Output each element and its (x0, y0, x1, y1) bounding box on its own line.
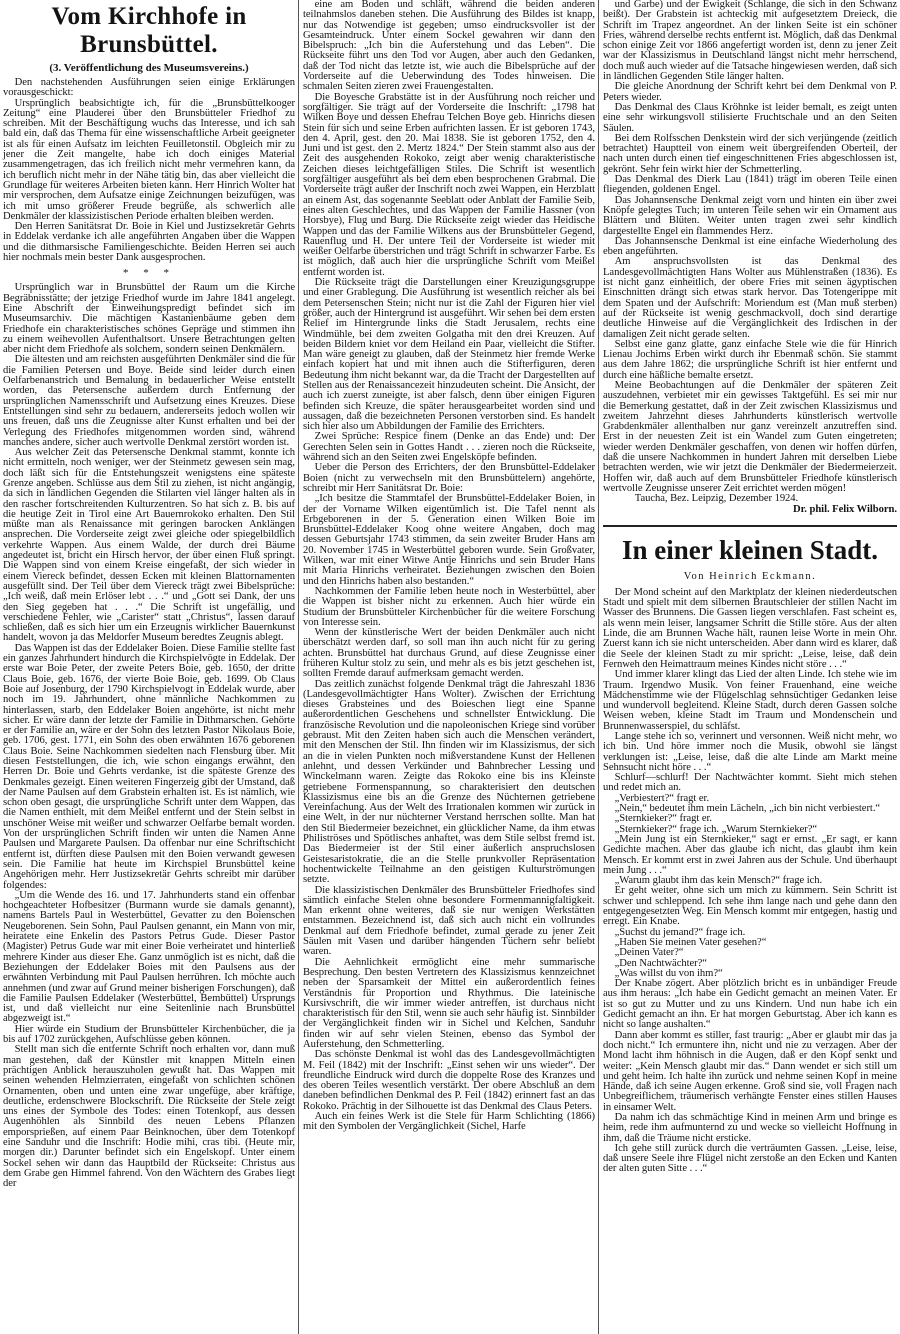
paragraph: Der Mond scheint auf den Marktplatz der kleinen niederdeutschen Stadt und spielt mit dem silbernen Brautschleier der stillen Nacht im Wasser des Brunnens. Die Gassen liegen verschlafen. Fast scheint es, als wenn mein leiser, langsamer Schritt die Stille störe. Aus der alten Linde, die am Brunnen Wache hält, raunen leise Worte in mein Ohr. Zuerst kann ich sie nicht unterscheiden. Aber dann wird es klarer, daß die Seele der kleinen Stadt zu mir spricht: „Leise, leise, daß dein Fernweh den Heimattraum meines Kindes nicht störe . . .“ (603, 586, 897, 670)
paragraph: Den Herren Sanitätsrat Dr. Boie in Kiel und Justizsekretär Gehrts in Eddelak verdanke ich alle angeführten Angaben über die Wappen und die dithmarsische Familiengeschichte. Beiden Herren sei auch hier nochmals mein bester Dank ausgesprochen. (3, 221, 295, 264)
paragraph: Die Boyesche Grabstätte ist in der Ausführung noch reicher und sorgfältiger. Sie trägt auf der Vorderseite die Inschrift: „1798 hat Wilken Boye und dessen Ehefrau Telchen Boye geb. Hinrichs diesen Stein für sich und seine Erben aufrichten lassen. Er ist geboren 1743, den 4. April, gest. den 20. Mai 1838. Sie ist geboren 1752, den 4. Juni und ist gest. den 2. Mertz 1824.“ Der Stein stammt also aus der Zeit des ausgehenden Rokoko, zeigt aber wenig charakteristische Zeichen dieses leichtgefälligen Stiles. Die Schrift ist wesentlich sorgfältiger ausgeführt als bei dem eben besprochenen Grabmal. Die Vorderseite trägt außer der Inschrift noch zwei Wappen, ein Herzblatt an einem Ast, das sogenannte Seeblatt oder Anblatt der Familie Seib, eines alten Geschlechtes, und das Wappen der Familie Hassner (von Horsbye), Flug und Burg. Die Rückseite zeigt wieder das Heidische Wappen und das der Familie Wilkens aus der Brunsbütteler Gegend, Rauenflug und H. Der untere Teil der Vorderseite ist wieder mit weißer Oelfarbe überstrichen und trägt Schrift in schwarzer Farbe. Es ist möglich, daß auch hier die ursprüngliche Schrift vom Meißel entfernt worden ist. (303, 91, 595, 278)
paragraph: Die klassizistischen Denkmäler des Brunsbütteler Friedhofes sind sämtlich einfache Stelen ohne besondere Formenmannigfaltigkeit. Man erkennt ohne weiteres, daß sie nur wenigen Werkstätten entstammen. Bezeichnend ist, daß sich auch nicht ein vollrundes Denkmal auf dem Friedhofe befindet, zumal gerade zu jener Zeit Säulen mit Vasen und darüber hängenden Tüchern sehr beliebt waren. (303, 884, 595, 958)
article-divider (603, 525, 897, 527)
paragraph: Zwei Sprüche: Respice finem (Denke an das Ende) und: Der Gerechten Selen sein in Gottes Handt . . . zieren noch die Rückseite, während sich an den Seiten zwei Engelsköpfe befinden. (303, 431, 595, 464)
paragraph: „Nein,“ bedeutet ihm mein Lächeln, „ich bin nicht verbiestert.“ (614, 803, 881, 815)
paragraph: Das Johannsensche Denkmal ist eine einfache Wiederholung des eben angeführten. (603, 235, 897, 258)
paragraph: Das zeitlich zunächst folgende Denkmal trägt die Jahreszahl 1836 (Landesgevollmächtigter Hans Wolter). Zwischen der Errichtung dieses Grabsteines und des Boieschen liegt eine Spanne außerordentlichen Geschehens und schnellster Entwicklung. Die französische Revolution und die napoleonischen Kriege sind vorüber gebraust. Mit den Zeiten haben sich auch die Menschen verändert, mit den Menschen der Stil. Ihn finden wir im Klassizismus, der sich an die in vielen Punkten noch mißverstandene Kunst der Hellenen anlehnt, und dessen Verkünder und Bahnbrecher Lessing und Winckelmann waren. Zeigte das Rokoko eine bis ins Kleinste getriebene Formenspannung, so charakterisiert den deutschen Klassizismus eine bis an die Grenze des Nüchternen getriebene Vereinfachung. Aus der Welt des Irrationalen kommen wir zurück in eine Welt, in der nur nüchterner Verstand herrschen sollte. Man hat den Stil Biedermeier bezeichnet, ein glücklicher Name, da ihm etwas Philiströses und Spötlisches anhaftet, was dem Stile selbst fremd ist. Das Biedermeier ist der Stil einer äußerlich anspruchslosen Geistesaristokratie, die an die Stelle prunkvoller Repräsentation hochentwickelte Teilnahme an den geistigen Kulturströmungen setzte. (303, 678, 595, 886)
article-body (3, 283, 295, 1189)
paragraph: Das schönste Denkmal ist wohl das des Landesgevollmächtigten M. Feil (1842) mit der Inschrift: „Einst sehen wir uns wieder“. Der freundliche Eindruck wird durch die doppelte Rose des Kranzes und des oberen Teiles wesentlich verstärkt. Der obere Abschluß an dem daneben befindlichen Denkmal des P. Feil (1842) erinnert fast an das Rokoko. Prächtig in der Silhouette ist das Denkmal des Claus Peters. (303, 1049, 595, 1112)
paragraph: und Garbe) und der Ewigkeit (Schlange, die sich in den Schwanz beißt). Der Grabstein ist achteckig mit aufgesetztem Dreieck, die Schrift im Trapez angeordnet. An der linken Seite ist ein schöner Fries, während derselbe rechts entfernt ist. Möglich, daß das Denkmal schon einige Zeit vor 1866 angefertigt worden ist, denn zu jener Zeit war der Klassizismus in Deutschland längst nicht mehr herrschend, doch muß auch wieder auf die Tatsache hingewiesen werden, daß sich in ländlichen Gegenden Stile länger halten. (603, 0, 897, 83)
paragraph: Und immer klarer klingt das Lied der alten Linde. Ich stehe wie im Traum. Irgendwo Musik. Von feiner Frauenhand, eine weiche Mädchenstimme wie der Flügelschlag sehnsüchtiger Gedanken leise und wundervoll begleitend. Kleine Stadt, durch deren Gassen solche Weisen weben, kleine Stadt im Traum und Mondenschein und Brunnenwasserspiel, du schläfst. (603, 669, 897, 732)
paragraph: Stellt man sich die entfernte Schrift noch erhalten vor, dann muß man gestehen, daß der Künstler mit knappen Mitteln einen prächtigen Anblick herauszuholen gewußt hat. Das Wappen mit seinen wehenden Helmzierraten, eingefaßt von schlichten schönen Ornamenten, oben und unten eine zwar ungefüge, aber kräftige, deutliche, erdenschwere Blockschrift. Die Rückseite der Stele zeigt uns eines der Symbole des Todes: einen Totenkopf, aus dessen Augenhöhlen als Sinnbild des neuen Lebens Pflanzen emporsprießen, auf einem Paar Beinknochen, über dem Totenkopf eine Sanduhr und die Inschrift: Hodie mihi, cras tibi. (Heute mir, morgen dir.) Darunter befindet sich ein Engelskopf. Unter einem Sockel sehen wir dann das Hauptbild der Rückseite: Christus aus dem Grabe gen Himmel fahrend. Von den Wächtern des Grabes liegt der (3, 1044, 295, 1190)
paragraph: „Haben Sie meinen Vater gesehen?“ (614, 936, 767, 948)
paragraph: „Ich besitze die Stammtafel der Brunsbüttel-Eddelaker Boien, in der der Vorname Wilken eigentümlich ist. Die Tafel nennt als Erbgeborenen in der 5. Generation einen Wilken Boie im Brunsbüttel-Eddelaker Koog ohne weitere Angaben, doch mag dessen Geburtsjahr 1743 stimmen, da sein zweiter Bruder Hans am 20. November 1745 in Westerbüttel geboren wurde. Sein Großvater, Wilken, war mit einer Witwe Antje Hinrichs und sein Bruder Hans mit Maria Hinrichs verheiratet. Beziehungen zwischen den Boien und den Hinrichs haben also bestanden.“ (303, 493, 595, 587)
column-rule (598, 0, 599, 1334)
column-3 (600, 0, 900, 1334)
article-subtitle: (3. Veröffentlichung des Museumsvereins.) (49, 62, 249, 74)
paragraph: Das Denkmal des Dierk Lau (1841) trägt im oberen Teile einen fliegenden, goldenen Engel. (603, 174, 897, 196)
paragraph: Ich gehe still zurück durch die verträumten Gassen. „Leise, leise, daß unsere Seele ihre Flügel nicht zerstoße an den Ecken und Kanten der alten guten Sitte . . .“ (603, 1142, 897, 1175)
paragraph: „Suchst du jemand?“ frage ich. (614, 926, 746, 938)
column-2 (300, 0, 598, 1334)
paragraph: Er geht weiter, ohne sich um mich zu kümmern. Sein Schritt ist schwer und schleppend. Ich sehe ihm lange nach und gehe dann den entgegengesetzten Weg. Ein Mensch kommt mir entgegen, hastig und erregt. Ein Knabe. (603, 885, 897, 928)
paragraph: Aus welcher Zeit das Petersensche Denkmal stammt, konnte ich nicht ermitteln, noch weniger, wer der Steinmetz gewesen sein mag, doch läßt sich für die Entstehungszeit wenigstens eine späteste Grenze angeben. Schlüsse aus dem Stil zu ziehen, ist nicht angängig, da sich in ländlichen Gegenden die Stilarten viel länger halten als in den rascher fortschreitenden Kulturzentren. So hat sich z. B. bis auf die heutige Zeit in Tirol eine Art Bauernrokoko erhalten. Den Stil müßte man als Renaissance mit geringen barocken Anklängen ansprechen. Die Vorderseite zeigt zwei gleiche oder spiegelbildlich verkehrte Wappen. Aus einem Walde, der durch drei Bäume angedeutet ist, bricht ein Hirsch hervor, der über einen Fluß springt. Die Wappen sind von einem Kreise eingefaßt, der sich wieder in einem Viereck befindet, dessen Ecken mit kleinen Blattornamenten ausgefüllt sind. Der Teil über dem Viereck trägt zwei Bibelsprüche: „Ich weiß, daß mein Erlöser lebt . . .“ und „Gott sei Dank, der uns den Sieg gegeben hat . . .“ Die Schrift ist ungefällig, und verschiedene Fehler, wie „Carister“ statt „Christus“, lassen darauf schließen, daß es sich hier um ein Erzeugnis wirklicher Bauernkunst handelt, wovon ja das Meldorfer Museum beredtes Zeugnis ablegt. (3, 447, 295, 644)
paragraph: „Was willst du von ihm?“ (614, 967, 723, 979)
paragraph: eine am Boden und schläft, während die beiden anderen teilnahmslos daneben stehen. Die Ausführung des Bildes ist knapp, nur das Notwendige ist gegeben; umso eindrucksvoller ist der Gesamteindruck. Unter einem Sockel gewahren wir dann den Bibelspruch: „Ich bin die Auferstehung und das Leben“. Die Rückseite führt uns den Tod vor Augen, aber auch den Gedanken, daß der Tod nicht das letzte ist, wie auch die Bibelsprüche auf der Vorderseite auf die Ueberwindung des Todes hinweisen. Die schmalen Seiten zieren zwei Frauengestalten. (303, 0, 595, 93)
paragraph: Den nachstehenden Ausführungen seien einige Erklärungen vorausgeschickt: (3, 77, 295, 99)
paragraph: Das Johannsensche Denkmal zeigt vorn und hinten ein über zwei Knöpfe gelegtes Tuch; im unteren Teile sehen wir ein Ornament aus Blättern und Blüten. Weiter unten tragen zwei sehr kindlich dargestellte Engel ein flammendes Herz. (603, 194, 897, 237)
paragraph: Die ältesten und am reichsten ausgeführten Denkmäler sind die für die Familien Petersen und Boye. Beide sind leider durch einen Oelfarbenanstrich und Bemalung in bedauerlicher Weise entstellt worden, das Petersensche außerdem durch Entfernung der ursprünglichen Namensschrift und Aufsetzung eines Kreuzes. Diese Entstellungen sind sehr zu bedauern, andererseits jedoch wollen wir uns freuen, daß uns die Zeugnisse alter Kunst erhalten und bei der Verlegung des Friedhofes mitgenommen worden sind, während manches andere, sicher auch wertvolle Denkmal zerstört worden ist. (3, 354, 295, 448)
paragraph: „Sternkieker?“ frage ich. „Warum Sternkieker?“ (614, 823, 818, 835)
paragraph: Das Wappen ist das der Eddelaker Boien. Diese Familie stellte fast ein ganzes Jahrhundert hindurch die Kirchspielvögte in Eddelak. Der erste war Boie Peter, der zweite Peters Boie, geb. 1650, der dritte Claus Boie, geb. 1676, der vierte Boie Boie, geb. 1699. Ob Claus Boie auf Josenburg, der 1790 Kirchspielvogt in Eddelak wurde, aber noch im 19. Jahrhundert, ohne männliche Nachkommen zu hinterlassen, starb, den Eddelaker Boien angehörte, ist nicht mehr sicher. Er wäre dann der letzte der Familie in Dithmarschen. Gehörte er der Familie an, wäre er der Sohn des letzten Pastor Nikolaus Boie, geb. 1706, gest. 1771, ein Sohn des oben erwähnten 1676 geborenen Claus Boie. Seine Nachkommen siedelten nach Flensburg über. Mit diesen Feststellungen, die ich, wie schon eingangs erwähnt, den Herren Dr. Boie und Gehrts verdanke, ist die späteste Grenze des Denkmales gezeigt. Einen weiteren Fingerzeig gibt der Umstand, daß der Name Paulsen auf dem Grabstein erhalten ist. Es ist nämlich, wie schon oben gesagt, die ursprüngliche Schrift unter dem Wappen, das die Namen enthielt, mit dem Meißel entfernt und der Stein selbst in unschöner Weise mit weißer und schwarzer Oelfarbe bemalt worden. Von der ursprünglichen Schrift finden wir unten die Namen Anne Paulsen und Margarete Paulsen. Da offenbar nur eine Schriftschicht entfernt ist, dürften diese Paulsen mit den Boien verwandt gewesen sein. Die Familie hat heute im Kirchspiel Brunsbüttel keine Angehörigen mehr. Herr Justizsekretär Gehrts schreibt mir darüber folgendes: (3, 642, 295, 891)
column-rule (298, 0, 299, 1334)
paragraph: Hier würde ein Studium der Brunsbütteler Kirchenbücher, die ja bis auf 1702 zurückgehen, Aufschlüsse geben können. (3, 1023, 295, 1046)
section-separator: * * * (123, 267, 175, 280)
paragraph: Bei dem Rolfsschen Denkstein wird der sich verjüngende (zeitlich betrachtet) Hauptteil von einem weit übergreifenden Oberteil, der nach unten durch einen tief eingeschnittenen Fries abgeschlossen ist, gekrönt. Sehr fein wirkt hier der Schmetterling. (603, 132, 897, 175)
author: Dr. phil. Felix Wilborn. (793, 503, 897, 515)
article-title: Vom Kirchhofe in Brunsbüttel. (51, 3, 247, 58)
paragraph: „Mein Jung ist ein Sternkieker,“ sagt er ernst. „Er sagt, er kann Gedichte machen. Aber das glaube ich nicht, das glaubt ihm kein Mensch. Er kommt erst in zwei Jahren aus der Schule. Und überhaupt mein Jung . . .“ (603, 833, 897, 876)
paragraph: Ursprünglich beabsichtigte ich, für die „Brunsbüttelkooger Zeitung“ eine Plauderei über den Brunsbütteler Friedhof zu schreiben. Mit der Beschäftigung wuchs das Interesse, und ich sah bald ein, daß das Thema für eine wissenschaftliche Arbeit geeigneter ist als für einen Aufsatz im leichten Feuilletonstil. Obgleich mir zu jener die Zeit mangelte, habe ich doch einiges Material zusammengetragen, das ich freilich nicht mehr vermehren kann, da ich beruflich nicht mehr in der Nähe tätig bin, das aber vielleicht die Grundlage für weiteres Arbeiten bieten kann. Herr Hinrich Wolter hat mir versprochen, dem Aufsatze einige Zeichnungen beizufügen, was ich mit umso größerer Freude begrüße, als schwerlich alle Denkmäler der klassizistischen Periode erhalten bleiben werden. (3, 97, 295, 222)
paragraph: Nachkommen der Familie leben heute noch in Westerbüttel, aber die Wappen ist bisher nicht zu erkennen. Auch hier würde ein Studium der Brunsbütteler Kirchenbücher für die weitere Forschung von Interesse sein. (303, 585, 595, 628)
paragraph: Die gleiche Anordnung der Schrift kehrt bei dem Denkmal von P. Peters wieder. (603, 81, 897, 103)
paragraph: Ursprünglich war in Brunsbüttel der Raum um die Kirche Begräbnisstätte; der jetzige Friedhof wurde im Jahre 1841 angelegt. Eine Abschrift der Einweihungspredigt befindet sich im Museumsarchiv. Die mächtigen Kastanienbäume geben dem Friedhofe ein charakteristisches schönes Gepräge und stimmen ihn zu einem weihevollen Aufenthaltsort. Unsere Betrachtungen gelten aber nicht dem Friedhofe als solchem, sondern seinen Denkmälern. (3, 282, 295, 356)
paragraph: „Verbiestert?“ fragt er. (614, 792, 710, 804)
article-body (603, 0, 897, 494)
paragraph: „Warum glaubt ihm das kein Mensch?“ frage ich. (614, 875, 823, 887)
paragraph: Schlurf—schlurf! Der Nachtwächter kommt. Sieht mich stehen und redet mich an. (603, 772, 897, 794)
paragraph: Das Denkmal des Claus Kröhnke ist leider bemalt, es zeigt unten eine sehr wirkungsvoll stilisierte Fruchtschale und an den Seiten Säulen. (603, 101, 897, 134)
paragraph: „Den Nachtwächter?“ (614, 957, 707, 969)
paragraph: Am anspruchsvollsten ist das Denkmal des Landesgevollmächtigten Hans Wolter aus Mühlenstraßen (1836). Es ist nicht ganz einheitlich, der obere Fries mit seinen ägyptischen Einschnitten drängt sich etwas stark hervor. Das Totengerippe mit dem Spaten und der Aufschrift: Moriendum est (Man muß sterben) auf der Rückseite ist wenig geschmackvoll, doch sind derartige deutliche Hinweise auf die Vergänglichkeit des Irdischen in der damaligen Zeit nicht gerade selten. (603, 256, 897, 340)
paragraph: Selbst eine ganz glatte, ganz einfache Stele wie die für Hinrich Lienau Jochims Erben wirkt durch ihr Ebenmaß schön. Sie stammt aus dem Jahre 1862; die ursprüngliche Schrift ist hier entfernt und durch eine häßliche bemalte ersetzt. (603, 338, 897, 381)
paragraph: Auch ein feines Werk ist die Stele für Harm Schlichting (1866) mit den Symbolen der Vergänglichkeit (Sichel, Harfe (303, 1111, 595, 1133)
paragraph: „Deinen Vater?“ (614, 947, 684, 959)
paragraph: Dann aber kommt es stiller, fast traurig: „Aber er glaubt mir das ja doch nicht.“ Ich ermuntere ihn, nicht und nie zu verzagen. Aber der Mond lacht ihm höhnisch in die Augen, daß er den Kopf senkt und weiter: „Kein Mensch glaubt mir das.“ Dann wendet er sich still um und geht heim. Ich halte ihn zurück und nehme seinen Kopf in meine Hände, daß ich seine Augen erkenne. Groß sind sie, voll Fragen nach Unbegreiflichem, träumerisch verhängte Fenster eines stillen Hauses in einsamer Welt. (603, 1029, 897, 1113)
paragraph: Da nahm ich das schmächtige Kind in meinen Arm und bringe es heim, rede ihm aufmunternd zu und wecke so vielleicht Hoffnung in ihm, daß die Träume nicht ersticke. (603, 1111, 897, 1144)
article-byline: Von Heinrich Eckmann. (683, 570, 817, 582)
column-1 (0, 0, 298, 1334)
paragraph: Lange stehe ich so, verinnert und versonnen. Weiß nicht mehr, wo ich bin. Und höre immer noch die Musik, obwohl sie längst verklungen ist: „Leise, leise, daß die alte Linde am Markt meine Sehnsucht nicht höre . . .“ (603, 731, 897, 773)
paragraph: Der Knabe zögert. Aber plötzlich bricht es in unbändiger Freude aus ihm heraus: „Ich habe ein Gedicht gemacht an meinen Vater. Er ist so gut zu Mutter und zu uns Kindern. Und nun habe ich ein Gedicht gemacht an ihn. Er hat morgen Geburtstag. Aber ich kann es nicht so lange aushalten.“ (603, 978, 897, 1031)
article-title: In einer kleinen Stadt. (621, 534, 879, 565)
paragraph: Wenn der künstlerische Wert der beiden Denkmäler auch nicht überschätzt werden darf, so soll man ihn auch nicht für zu gering achten. Brunsbüttel hat durchaus Grund, auf diese Zeugnisse einer früheren Kultur stolz zu sein, und mehr als es bis jetzt geschehen ist, sollten Fremde darauf aufmerksam gemacht werden. (303, 627, 595, 680)
paragraph: Die Aehnlichkeit ermöglicht eine mehr summarische Besprechung. Den besten Vertretern des Klassizismus kennzeichnet neben der Sparsamkeit der Mittel ein außerordentlich feines Verständnis für Proportion und Rhythmus. Die lateinische Kursivschrift, die wir immer wieder antreffen, ist durchaus nicht charakteristisch für den Stil, wenn sie auch sehr häufig ist. Sinnbilder der Vergänglichkeit finden wir in Sichel und Kelchen, Sanduhr finden wir auf sehr vielen Steinen, ebenso das Symbol der Auferstehung, den Schmetterling. (303, 956, 595, 1050)
paragraph: Die Rückseite trägt die Darstellungen einer Kreuzigungsgruppe und einer Grablegung. Die Ausführung ist wesentlich reicher als bei dem Petersenschen Stein; nicht nur ist die Zahl der Figuren hier viel größer, auch der Hintergrund ist ausgeführt. Wir sehen bei dem ersten Relief im Hintergrunde links die Stadt Jerusalem, rechts eine Windmühle, bei dem zweiten Golgatha mit den drei Kreuzen. Auf beiden Bildern kniet vor dem Heiland ein Paar, vielleicht die Stifter. Man wäre geneigt zu glauben, daß der Steinmetz hier fremde Werke einfach kopiert hat und mit ihnen auch die Stifterfiguren, deren Bedeutung ihm nicht bekannt war, da die Tracht der Dargestellten auf Stellen aus der Renaissancezeit hinzudeuten scheint. Die Ansicht, der auch ich zuerst zuneigte, ist aber falsch, denn über einigen Figuren befinden sich Kreuze, die später herausgearbeitet worden sind und aussagen, daß die bezeichneten Personen verstorben sind. Es handelt sich hier also um Abbildungen der Familie des Errichters. (303, 277, 595, 433)
article-intro (3, 78, 295, 263)
article-body (603, 588, 897, 1175)
place-date: Taucha, Bez. Leipzig, Dezember 1924. (634, 493, 799, 505)
paragraph: „Um die Wende des 16. und 17. Jahrhunderts stand ein offenbar hochgeachteter Hofbesitzer (Burmann wurde sie damals genannt), namens Bartels Paul in Westerbüttel, Gevatter zu den Boienschen Neugeborenen. Sein Sohn, Paul Paulsen genannt, ein Mann von mir, heiratete eine Enkelin des Pastors Petrus Gude. Dieser Pastor (Magister) Petrus Gude war mit einer Boie verheiratet und hinterließ mehrere Kinder aus dieser Ehe. Ganz unmöglich ist es nicht, daß die Beziehungen der Eddelaker Boies mit den Paulsens aus der erwähnten Verbindung mit Paul Paulsen herrühren. Ich möchte auch annehmen (und zwar auf Grund meiner bisherigen Forschungen), daß die Familie Paulsen Eddelaker (Westerbüttel, Bembüttel) Ursprungs ist, und daß vielleicht nur eine Seitenlinie nach Brunsbüttel abgezweigt ist.“ (3, 889, 295, 1025)
article-body (303, 0, 595, 1133)
paragraph: Ueber die Person des Errichters, der den Brunsbüttel-Eddelaker Boien (nicht zu verwechseln mit den Brunsbüttelern) angehörte, schreibt mir Herr Sanitätsrat Dr. Boie: (303, 462, 595, 494)
paragraph: „Sternkieker?“ fragt er. (614, 813, 712, 825)
paragraph: Meine Beobachtungen auf die Denkmäler der späteren Zeit auszudehnen, verbietet mir ein gewisses Taktgefühl. Es sei mir nur die Bemerkung gestattet, daß in der Zeit zwischen Klassizismus und zweitem Jahrzehnt dieses Jahrhunderts künstlerisch wertvolle Grabdenkmäler allenthalben nur ganz vereinzelt anzutreffen sind. Erst in der neuesten Zeit ist ein Wandel zum Guten eingetreten; wieder werden Denkmäler geschaffen, von denen wir hoffen dürfen, daß die unsere Nachkommen in hundert Jahren mit derselben Liebe betrachten werden, wie wir jetzt die Denkmäler der Biedermeierzeit. Hoffen wir, daß auch auf dem Brunsbütteler Friedhofe künstlerisch wertvolle Zeugnisse unserer Zeit errichtet werden mögen! (603, 379, 897, 494)
